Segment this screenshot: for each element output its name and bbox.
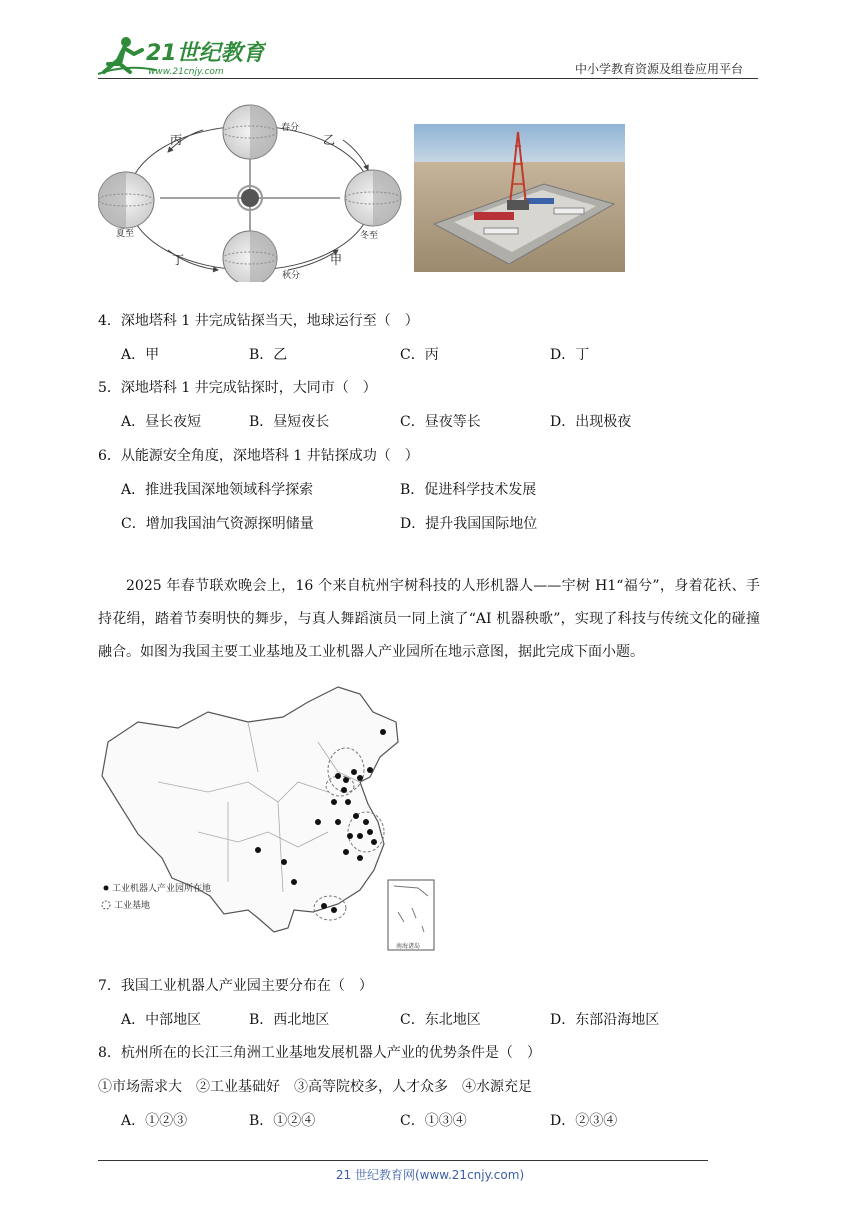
sun-icon xyxy=(238,186,262,210)
q5-option-d[interactable]: D．出现极夜 xyxy=(550,414,632,430)
svg-text:21世纪教育: 21世纪教育 xyxy=(146,41,265,66)
question-5: 5．深地塔科 1 井完成钻探时，大同市（ ） xyxy=(98,380,377,396)
label-jia: 甲 xyxy=(330,253,343,267)
reading-passage: 2025 年春节联欢晚会上，16 个来自杭州宇树科技的人形机器人——宇树 H1“福兮”，身着花袄、手持花绢，踏着节奏明快的舞步，与真人舞蹈演员一同上演了“AI 机器秧歌”，实现了科技与传统文化的碰撞融合。如图为我国主要工业基地及工业机器人产业园所在地示意图，据此完成下面小题。 xyxy=(98,578,760,660)
label-winter: 冬至 xyxy=(360,231,379,241)
label-summer: 夏至 xyxy=(116,229,135,239)
label-yi: 乙 xyxy=(323,133,336,147)
q7-option-c[interactable]: C．东北地区 xyxy=(400,1012,481,1028)
question-7: 7．我国工业机器人产业园主要分布在（ ） xyxy=(98,978,373,994)
legend-dot-label: 工业机器人产业园所在地 xyxy=(112,884,212,894)
label-spring: 春分 xyxy=(281,123,300,133)
site-logo xyxy=(96,34,266,78)
label-autumn: 秋分 xyxy=(282,271,301,281)
q8-option-a[interactable]: A．①②③ xyxy=(121,1113,188,1129)
q8-conditions: ①市场需求大 ②工业基础好 ③高等院校多，人才众多 ④水源充足 xyxy=(98,1079,532,1095)
platform-name: 中小学教育资源及组卷应用平台 xyxy=(575,62,744,76)
q8-option-b[interactable]: B．①②④ xyxy=(249,1113,316,1129)
label-ding: 丁 xyxy=(172,253,185,267)
header-divider xyxy=(98,78,758,79)
q5-option-c[interactable]: C．昼夜等长 xyxy=(400,414,481,430)
q8-option-d[interactable]: D．②③④ xyxy=(550,1113,618,1129)
q7-option-b[interactable]: B．西北地区 xyxy=(249,1012,330,1028)
footer-link[interactable]: 21 世纪教育网(www.21cnjy.com) xyxy=(335,1168,525,1182)
q4-option-c[interactable]: C．丙 xyxy=(400,347,439,363)
earth-spring-icon xyxy=(223,105,277,159)
q5-option-b[interactable]: B．昼短夜长 xyxy=(249,414,330,430)
earth-autumn-icon xyxy=(223,231,277,282)
question-8: 8．杭州所在的长江三角洲工业基地发展机器人产业的优势条件是（ ） xyxy=(98,1045,541,1061)
q6-option-a[interactable]: A．推进我国深地领域科学探索 xyxy=(121,482,314,498)
q4-option-d[interactable]: D．丁 xyxy=(550,347,590,363)
svg-text:www.21cnjy.com: www.21cnjy.com xyxy=(148,67,224,77)
earth-winter-icon xyxy=(345,170,401,226)
earth-summer-icon xyxy=(98,172,154,228)
inset-label: 南海诸岛 xyxy=(396,943,421,950)
question-4: 4．深地塔科 1 井完成钻探当天，地球运行至（ ） xyxy=(98,313,419,329)
drilling-site-photo xyxy=(414,124,625,272)
q7-option-d[interactable]: D．东部沿海地区 xyxy=(550,1012,660,1028)
q6-option-d[interactable]: D．提升我国国际地位 xyxy=(400,516,538,532)
q8-option-c[interactable]: C．①③④ xyxy=(400,1113,467,1129)
q6-option-b[interactable]: B．促进科学技术发展 xyxy=(400,482,537,498)
q4-option-a[interactable]: A．甲 xyxy=(121,347,160,363)
q4-option-b[interactable]: B．乙 xyxy=(249,347,288,363)
q7-option-a[interactable]: A．中部地区 xyxy=(121,1012,202,1028)
label-bing: 丙 xyxy=(170,133,183,147)
earth-orbit-diagram xyxy=(98,100,408,282)
question-6: 6．从能源安全角度，深地塔科 1 井钻探成功（ ） xyxy=(98,448,419,464)
footer-divider xyxy=(98,1160,708,1161)
q5-option-a[interactable]: A．昼长夜短 xyxy=(121,414,202,430)
china-industrial-map xyxy=(98,682,438,954)
q6-option-c[interactable]: C．增加我国油气资源探明储量 xyxy=(121,516,314,532)
legend-circle-label: 工业基地 xyxy=(114,901,151,911)
